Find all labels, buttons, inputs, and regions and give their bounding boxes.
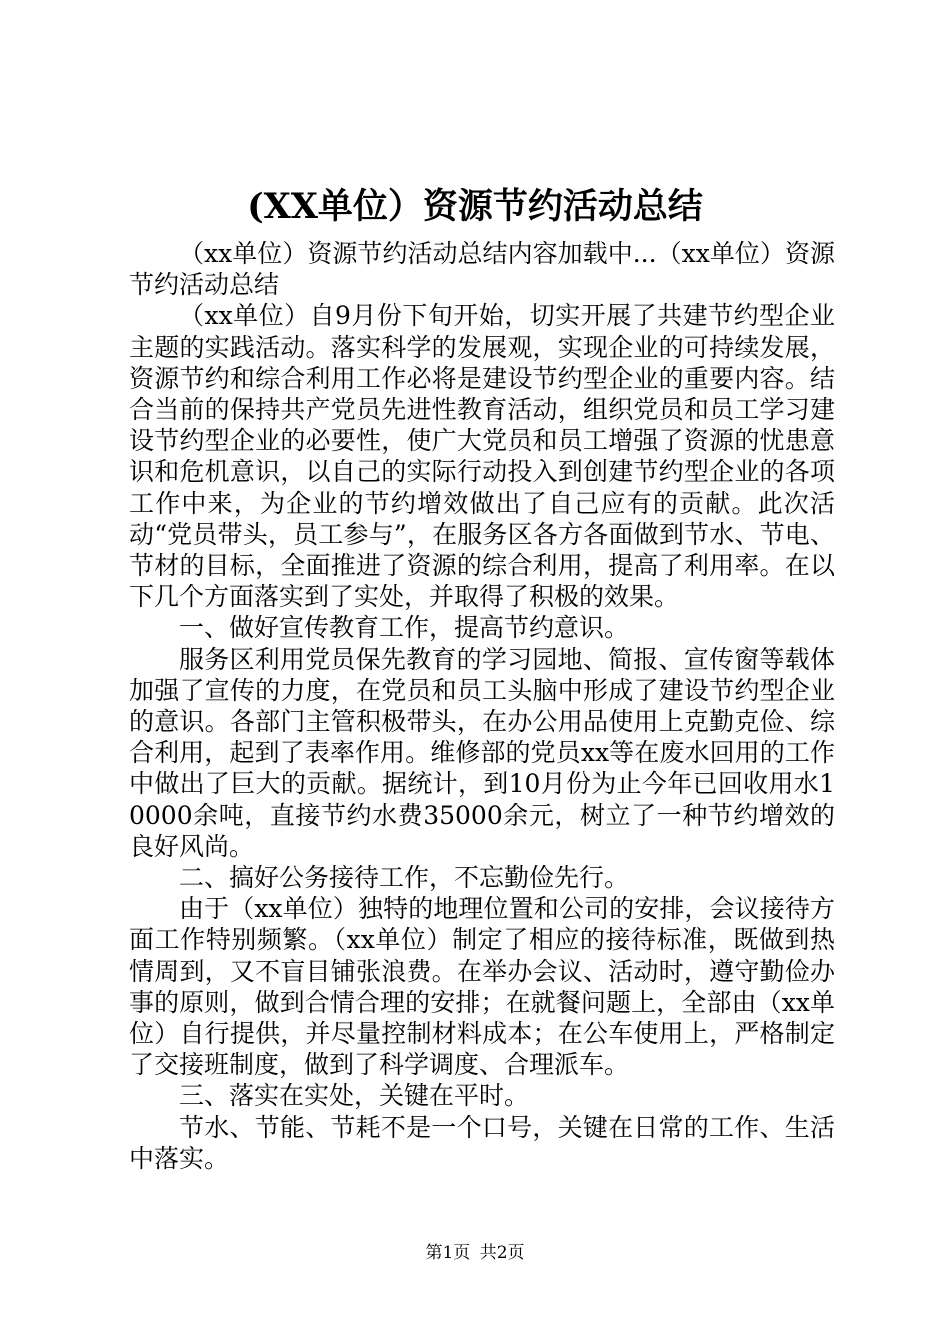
section-heading-3: 三、落实在实处，关键在平时。 bbox=[179, 1081, 530, 1111]
document-body bbox=[129, 238, 835, 1174]
paragraph-section-1: 服务区利用党员保先教育的学习园地、简报、宣传窗等载体加强了宣传的力度，在党员和员工头脑中形成了建设节约型企业的意识。各部门主管积极带头，在办公用品使用上克勤克俭、综合利用，起到了表率作用。维修部的党员xx等在废水回用的工作中做出了巨大的贡献。据统计，到10月份为止今年已回收用水10000余吨，直接节约水费35000余元，树立了一种节约增效的良好风尚。 bbox=[129, 644, 835, 861]
page-footer bbox=[0, 1241, 950, 1265]
paragraph-section-3: 节水、节能、节耗不是一个口号，关键在日常的工作、生活中落实。 bbox=[129, 1112, 835, 1173]
paragraph-intro: （xx单位）资源节约活动总结内容加载中...（xx单位）资源节约活动总结 bbox=[129, 239, 835, 300]
page-number: 第1页 bbox=[425, 1243, 471, 1263]
page-total: 共2页 bbox=[479, 1243, 525, 1263]
section-heading-2: 二、搞好公务接待工作，不忘勤俭先行。 bbox=[179, 863, 630, 893]
document-title: (XX单位）资源节约活动总结 bbox=[247, 186, 703, 227]
section-heading-1: 一、做好宣传教育工作，提高节约意识。 bbox=[179, 613, 630, 643]
paragraph-section-2: 由于（xx单位）独特的地理位置和公司的安排，会议接待方面工作特别频繁。（xx单位）制定了相应的接待标准，既做到热情周到，又不盲目铺张浪费。在举办会议、活动时，遵守勤俭办事的原则，做到合情合理的安排；在就餐问题上，全部由（xx单位）自行提供，并尽量控制材料成本；在公车使用上，严格制定了交接班制度，做到了科学调度、合理派车。 bbox=[129, 894, 835, 1080]
paragraph-overview: （xx单位）自9月份下旬开始，切实开展了共建节约型企业主题的实践活动。落实科学的发展观，实现企业的可持续发展，资源节约和综合利用工作必将是建设节约型企业的重要内容。结合当前的保持共产党员先进性教育活动，组织党员和员工学习建设节约型企业的必要性，使广大党员和员工增强了资源的忧患意识和危机意识，以自己的实际行动投入到创建节约型企业的各项工作中来，为企业的节约增效做出了自己应有的贡献。此次活动“党员带头，员工参与”，在服务区各方各面做到节水、节电、节材的目标，全面推进了资源的综合利用，提高了利用率。在以下几个方面落实到了实处，并取得了积极的效果。 bbox=[129, 301, 835, 612]
